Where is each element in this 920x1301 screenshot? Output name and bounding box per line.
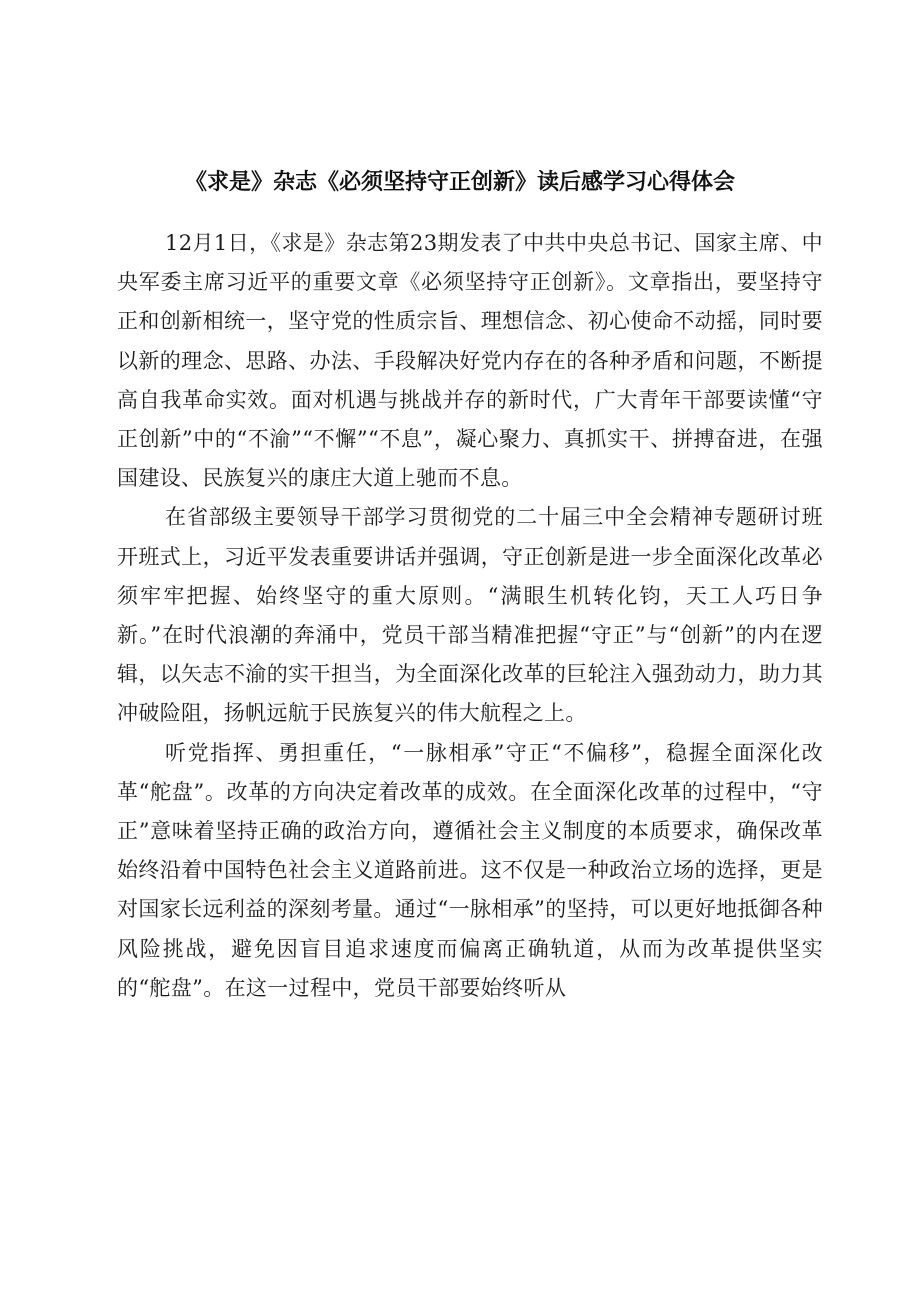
document-title: 《求是》杂志《必须坚持守正创新》读后感学习心得体会 bbox=[184, 170, 735, 195]
paragraph-2: 在省部级主要领导干部学习贯彻党的二十届三中全会精神专题研讨班开班式上，习近平发表重要讲话并强调，守正创新是进一步全面深化改革必须牢牢把握、始终坚守的重大原则。“满眼生机转化钧，天工人巧日争新。”在时代浪潮的奔涌中，党员干部当精准把握“守正”与“创新”的内在逻辑，以矢志不渝的实干担当，为全面深化改革的巨轮注入强劲动力，助力其冲破险阻，扬帆远航于民族复兴的伟大航程之上。 bbox=[117, 505, 823, 726]
paragraph-3: 听党指挥、勇担重任，“一脉相承”守正“不偏移”，稳握全面深化改革“舵盘”。改革的方向决定着改革的成效。在全面深化改革的过程中，“守正”意味着坚持正确的政治方向，遵循社会主义制度的本质要求，确保改革始终沿着中国特色社会主义道路前进。这不仅是一种政治立场的选择，更是对国家长远利益的深刻考量。通过“一脉相承”的坚持，可以更好地抵御各种风险挑战，避免因盲目追求速度而偏离正确轨道，从而为改革提供坚实的“舵盘”。在这一过程中，党员干部要始终听从 bbox=[117, 740, 823, 1000]
document-body bbox=[117, 224, 823, 1008]
paragraph-1: 12月1日，《求是》杂志第23期发表了中共中央总书记、国家主席、中央军委主席习近平的重要文章《必须坚持守正创新》。文章指出，要坚持守正和创新相统一，坚守党的性质宗旨、理想信念、初心使命不动摇，同时要以新的理念、思路、办法、手段解决好党内存在的各种矛盾和问题，不断提高自我革命实效。面对机遇与挑战并存的新时代，广大青年干部要读懂“守正创新”中的“不渝”“不懈”“不息”，凝心聚力、真抓实干、拼搏奋进，在强国建设、民族复兴的康庄大道上驰而不息。 bbox=[117, 231, 823, 491]
